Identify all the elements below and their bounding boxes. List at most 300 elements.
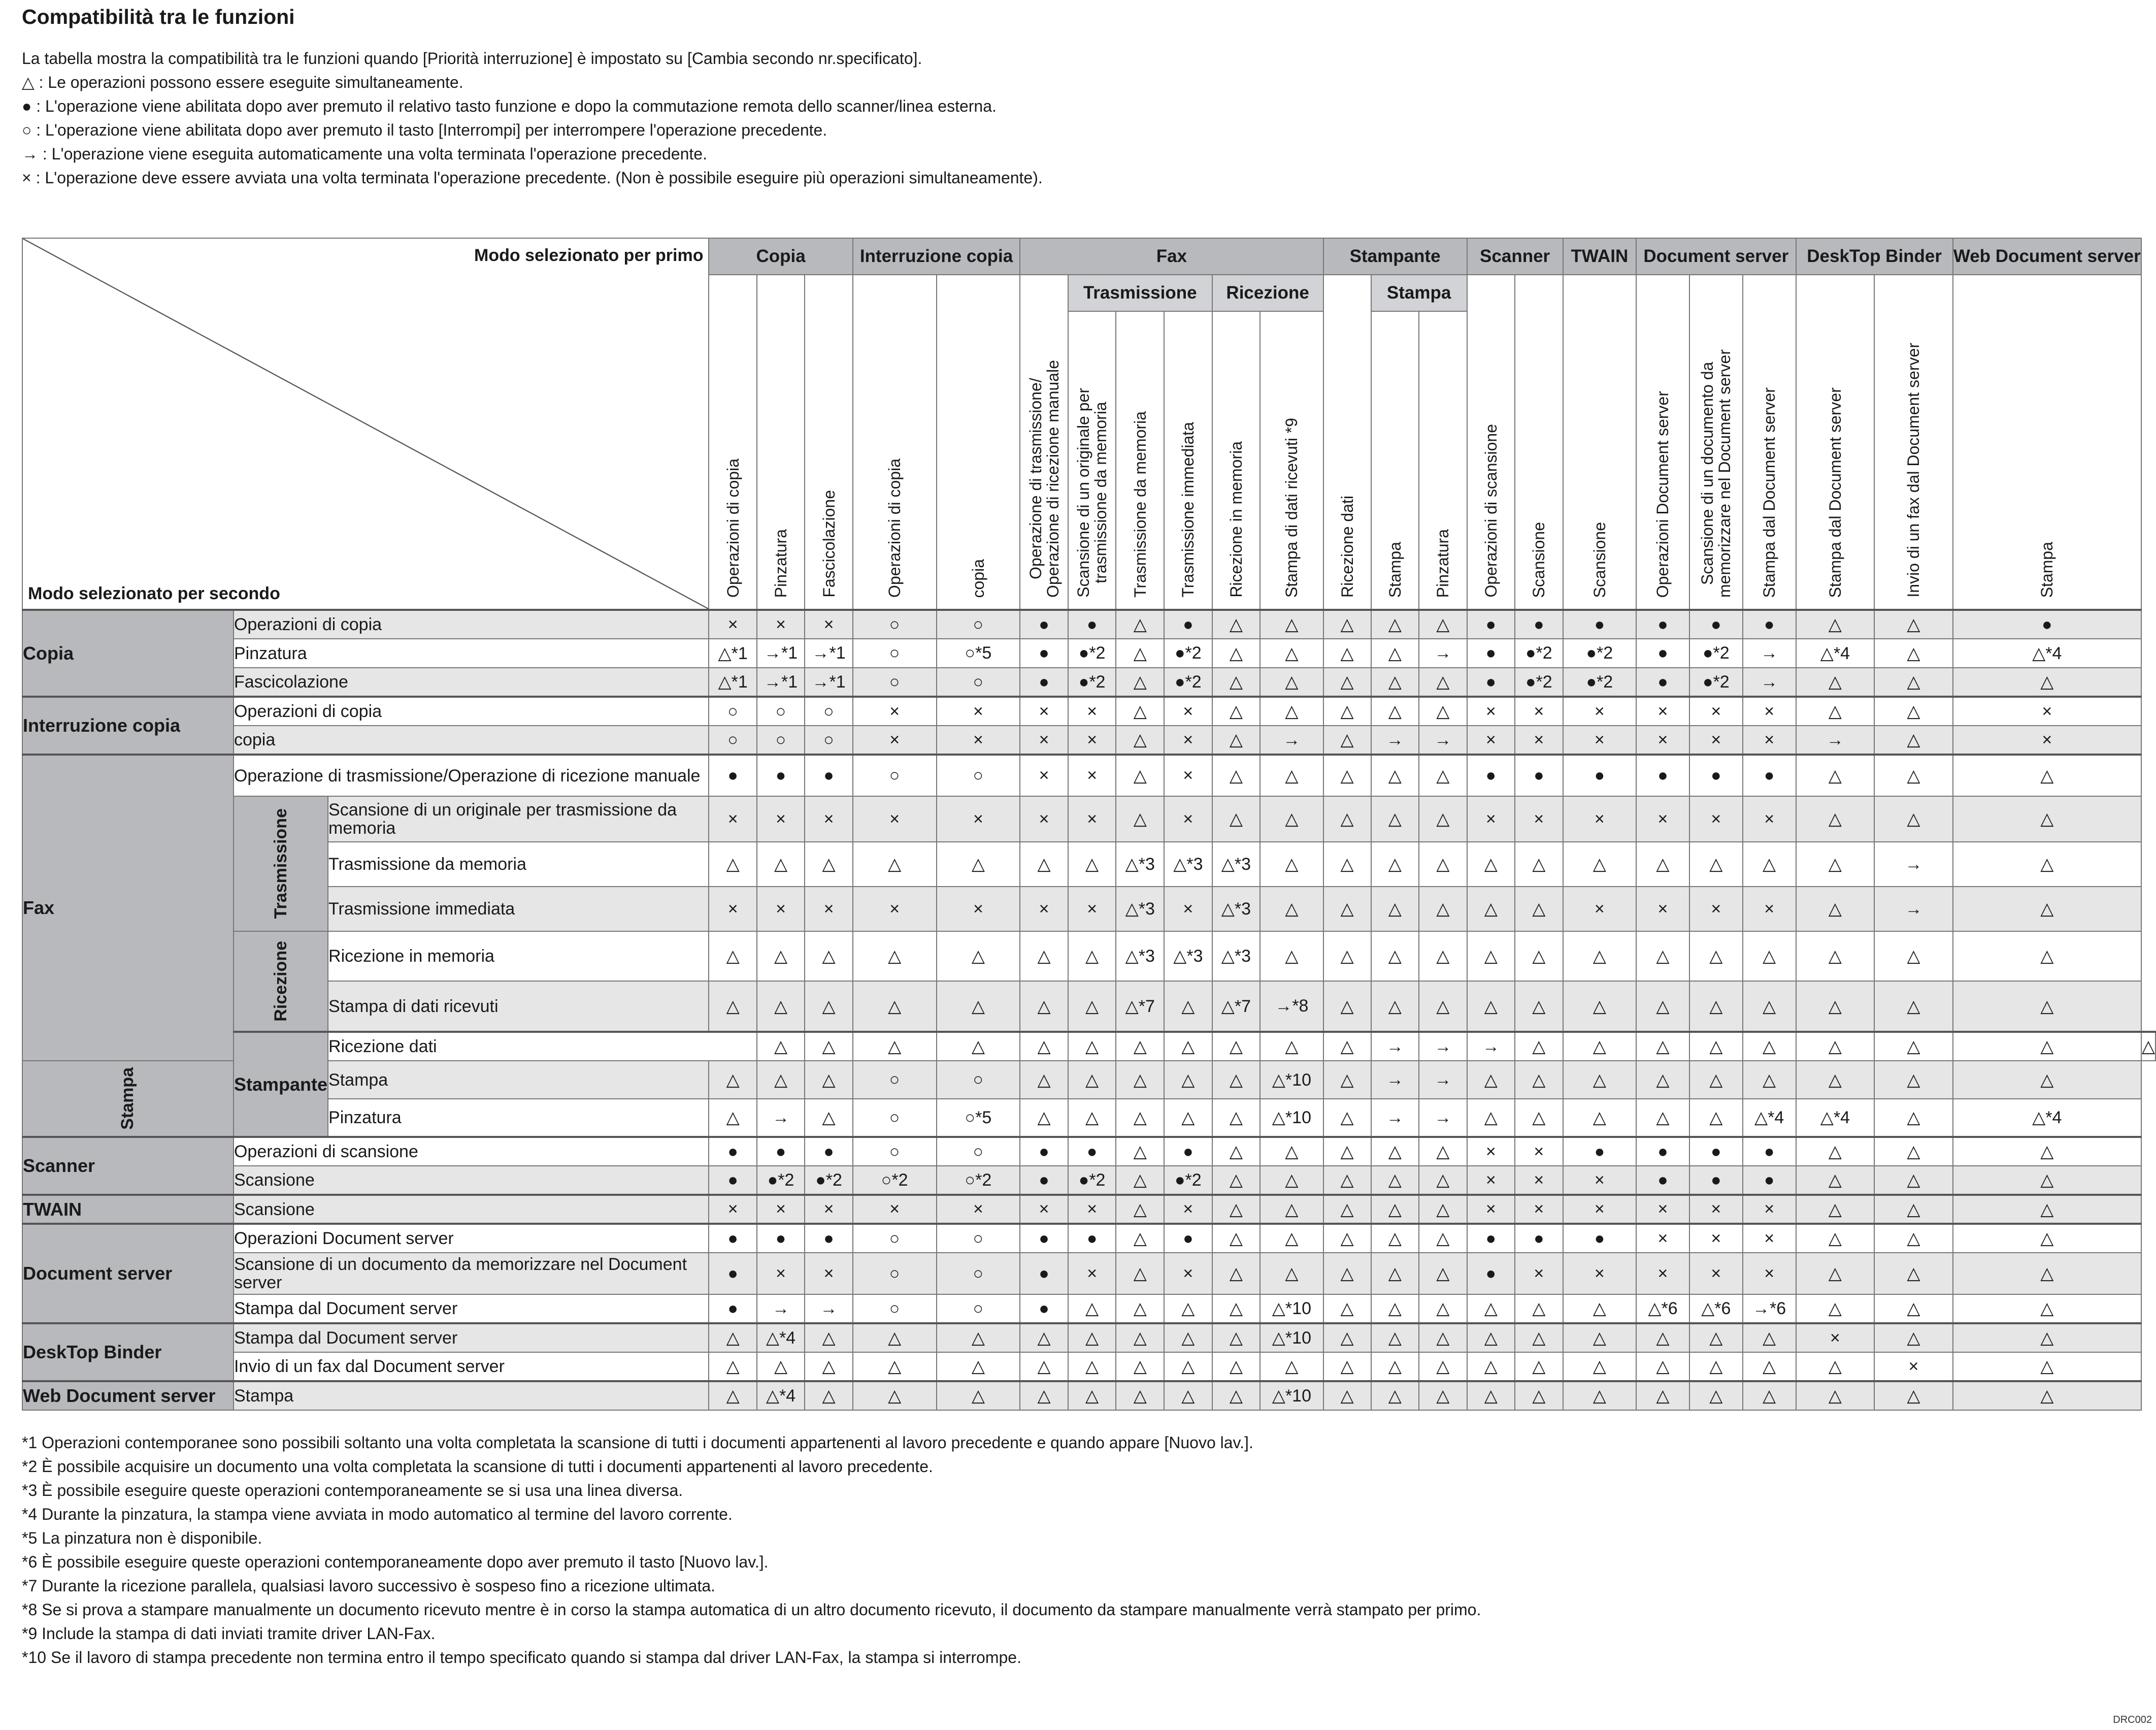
table-row xyxy=(22,796,2155,842)
compat-cell: △ xyxy=(1796,1061,1875,1099)
compat-cell: △ xyxy=(1874,931,1953,981)
compat-cell: △ xyxy=(1323,1352,1371,1381)
compat-cell: △ xyxy=(1515,842,1563,887)
compat-cell: × xyxy=(1020,887,1068,931)
compat-cell: △ xyxy=(1116,1323,1164,1352)
compat-cell: △ xyxy=(709,981,756,1032)
compat-cell: × xyxy=(1689,1195,1743,1224)
compat-cell: △ xyxy=(1323,755,1371,796)
compat-cell: × xyxy=(937,1195,1020,1224)
col-header: Stampa xyxy=(1953,275,2141,610)
compat-cell: × xyxy=(937,726,1020,755)
compat-cell: ●*2 xyxy=(805,1166,852,1195)
compat-cell: ● xyxy=(1467,610,1515,639)
compat-cell: × xyxy=(1636,1195,1689,1224)
compat-cell: △ xyxy=(1020,842,1068,887)
col-header: Operazioni Document server xyxy=(1636,275,1689,610)
compat-cell: △ xyxy=(1371,1166,1419,1195)
compat-cell: △ xyxy=(1515,887,1563,931)
compat-cell: ● xyxy=(757,755,805,796)
compat-cell: △ xyxy=(1371,1195,1419,1224)
compat-cell: △*3 xyxy=(1164,842,1212,887)
col-group-web-document-server: Web Document server xyxy=(1953,238,2141,275)
col-header: Operazione di trasmissione/ Operazione di ricezione manuale xyxy=(1020,275,1068,610)
col-header: Pinzatura xyxy=(757,275,805,610)
compat-cell: △ xyxy=(1323,1224,1371,1253)
compat-cell: △ xyxy=(1068,1294,1116,1323)
col-group-interruzione-copia: Interruzione copia xyxy=(853,238,1020,275)
compat-cell: △ xyxy=(1515,1032,1563,1061)
compat-cell: △ xyxy=(1212,610,1261,639)
compat-cell: △ xyxy=(1212,1224,1261,1253)
compat-cell: △ xyxy=(1260,1253,1323,1294)
compat-cell: △ xyxy=(1020,1032,1068,1061)
compat-cell: △ xyxy=(757,842,805,887)
row-label: Stampa xyxy=(328,1061,709,1099)
col-subgroup-stampa: Stampa xyxy=(1371,275,1467,311)
compat-cell: △ xyxy=(1260,931,1323,981)
compat-cell: × xyxy=(1689,1253,1743,1294)
compat-cell: △ xyxy=(1689,1032,1743,1061)
compat-cell: → xyxy=(1419,726,1467,755)
compat-cell: △ xyxy=(1563,842,1636,887)
compat-cell: △ xyxy=(1419,887,1467,931)
compat-cell: △ xyxy=(1953,842,2141,887)
compat-cell: ○ xyxy=(937,1061,1020,1099)
compat-cell: △ xyxy=(1260,1224,1323,1253)
compat-cell: × xyxy=(1467,697,1515,726)
table-row xyxy=(22,1323,2155,1352)
compat-cell: × xyxy=(1020,796,1068,842)
compat-cell: ● xyxy=(1689,1137,1743,1166)
compat-cell: △ xyxy=(1953,887,2141,931)
compat-cell: × xyxy=(1164,726,1212,755)
compat-cell: × xyxy=(1164,796,1212,842)
compat-cell: △ xyxy=(2141,1032,2155,1061)
row-label: Stampa di dati ricevuti xyxy=(328,981,709,1032)
compat-cell: →*1 xyxy=(757,639,805,668)
col-header: Stampa dal Document server xyxy=(1743,275,1796,610)
compat-cell: △ xyxy=(1323,1099,1371,1137)
compat-cell: △ xyxy=(1371,1294,1419,1323)
row-label: Scansione xyxy=(234,1195,709,1224)
compat-cell: △ xyxy=(1953,1323,2141,1352)
compat-cell: △ xyxy=(1020,981,1068,1032)
compat-cell: △ xyxy=(709,842,756,887)
compat-cell: △ xyxy=(1164,1294,1212,1323)
compat-cell: △ xyxy=(1260,842,1323,887)
compat-cell: ○ xyxy=(853,610,937,639)
footnote: *7 Durante la ricezione parallela, qualsiasi lavoro successivo è sospeso fino a ricezione ultimata. xyxy=(22,1577,716,1595)
row-group-interruzione-copia: Interruzione copia xyxy=(22,697,234,755)
compat-cell: ● xyxy=(1689,755,1743,796)
compat-cell: △ xyxy=(709,1061,756,1099)
compat-cell: △ xyxy=(1563,1061,1636,1099)
row-label: Scansione di un documento da memorizzare nel Document server xyxy=(234,1253,709,1294)
compat-cell: ● xyxy=(1068,610,1116,639)
compat-cell: ○ xyxy=(709,697,756,726)
compat-cell: ● xyxy=(1467,1253,1515,1294)
compat-cell: △*10 xyxy=(1260,1323,1323,1352)
compat-cell: × xyxy=(1467,796,1515,842)
compat-cell: △*1 xyxy=(709,668,756,697)
compat-cell: △*6 xyxy=(1636,1294,1689,1323)
compat-cell: △ xyxy=(1020,1099,1068,1137)
compat-cell: × xyxy=(937,796,1020,842)
compat-cell: →*1 xyxy=(805,668,852,697)
compat-cell: △ xyxy=(1874,981,1953,1032)
diagonal-line xyxy=(23,239,708,609)
compat-cell: × xyxy=(853,887,937,931)
col-header: Fascicolazione xyxy=(805,275,852,610)
compat-cell: ● xyxy=(1953,610,2141,639)
compat-cell: △ xyxy=(805,1323,852,1352)
compat-cell: × xyxy=(1689,796,1743,842)
compat-cell: △ xyxy=(1515,981,1563,1032)
legend xyxy=(22,47,1043,190)
compat-cell: × xyxy=(1796,1323,1875,1352)
compat-cell: △ xyxy=(1743,1381,1796,1410)
footnotes xyxy=(22,1431,1481,1670)
compat-cell: ● xyxy=(1164,1137,1212,1166)
compat-cell: △ xyxy=(1371,697,1419,726)
second-mode-label: Modo selezionato per secondo xyxy=(28,584,280,603)
compat-cell: △ xyxy=(1212,1253,1261,1294)
compat-cell: × xyxy=(1953,697,2141,726)
compat-cell: → xyxy=(805,1294,852,1323)
compat-cell: × xyxy=(1953,726,2141,755)
compat-cell: ○ xyxy=(853,639,937,668)
row-label: Operazione di trasmissione/Operazione di ricezione manuale xyxy=(234,755,709,796)
col-header: Pinzatura xyxy=(1419,311,1467,610)
compat-cell: ● xyxy=(709,1224,756,1253)
table-row xyxy=(22,887,2155,931)
table-row xyxy=(22,1166,2155,1195)
compat-cell: △*3 xyxy=(1164,931,1212,981)
compat-cell: △ xyxy=(1371,931,1419,981)
compat-cell: × xyxy=(1636,697,1689,726)
compat-cell: △ xyxy=(1212,755,1261,796)
compat-cell: △ xyxy=(1796,1137,1875,1166)
footnote: *1 Operazioni contemporanee sono possibili soltanto una volta completata la scansione di tutti i documenti appartenenti al lavoro precedente e quando appare [Nuovo lav.]. xyxy=(22,1433,1253,1452)
page-title: Compatibilità tra le funzioni xyxy=(22,5,295,28)
compat-cell: △ xyxy=(1260,610,1323,639)
compat-cell: → xyxy=(1371,726,1419,755)
compat-cell: × xyxy=(1068,1195,1116,1224)
compat-cell: △ xyxy=(1953,1061,2141,1099)
compat-cell: △ xyxy=(1743,842,1796,887)
compat-cell: ● xyxy=(1636,1166,1689,1195)
compat-cell: △ xyxy=(1874,1195,1953,1224)
compat-cell: △ xyxy=(1116,1294,1164,1323)
compat-cell: ○ xyxy=(853,1253,937,1294)
table-row xyxy=(22,668,2155,697)
table-row xyxy=(22,639,2155,668)
compat-cell: △*4 xyxy=(1796,1099,1875,1137)
compat-cell: △ xyxy=(1796,1253,1875,1294)
compat-cell: △ xyxy=(1796,1352,1875,1381)
compatibility-table xyxy=(22,238,2156,1411)
compat-cell: × xyxy=(1636,887,1689,931)
compat-cell: △ xyxy=(805,1381,852,1410)
col-header: Operazioni di copia xyxy=(853,275,937,610)
compat-cell: △ xyxy=(1323,842,1371,887)
compat-cell: △ xyxy=(1419,697,1467,726)
compat-cell: △ xyxy=(1212,668,1261,697)
col-header: Scansione xyxy=(1563,275,1636,610)
compat-cell: × xyxy=(805,610,852,639)
compat-cell: △ xyxy=(1068,1061,1116,1099)
compat-cell: ● xyxy=(1164,1224,1212,1253)
col-header: Scansione di un originale per trasmissione da memoria xyxy=(1068,311,1116,610)
compat-cell: △ xyxy=(757,1032,805,1061)
compat-cell: × xyxy=(1563,1195,1636,1224)
compat-cell: ● xyxy=(1743,755,1796,796)
row-label: Stampa dal Document server xyxy=(234,1294,709,1323)
compat-cell: △ xyxy=(1689,1323,1743,1352)
compat-cell: × xyxy=(1020,755,1068,796)
compat-cell: △ xyxy=(1068,1099,1116,1137)
compat-cell: △ xyxy=(1515,1323,1563,1352)
compat-cell: △ xyxy=(937,1032,1020,1061)
compat-cell: △ xyxy=(937,1381,1020,1410)
row-subgroup-ricezione: Ricezione xyxy=(234,931,328,1032)
compat-cell: → xyxy=(757,1099,805,1137)
compat-cell: △ xyxy=(1419,796,1467,842)
compat-cell: △ xyxy=(1371,981,1419,1032)
compat-cell: △ xyxy=(1953,1195,2141,1224)
compat-cell: ● xyxy=(1020,1224,1068,1253)
compat-cell: × xyxy=(1743,1195,1796,1224)
compat-cell: △ xyxy=(1743,1032,1796,1061)
compat-cell: × xyxy=(1563,726,1636,755)
compat-cell: × xyxy=(1636,1224,1689,1253)
compat-cell: △ xyxy=(1467,1323,1515,1352)
compat-cell: △ xyxy=(1636,1061,1689,1099)
compat-cell: △ xyxy=(1743,1323,1796,1352)
row-label: Operazioni Document server xyxy=(234,1224,709,1253)
compat-cell: △ xyxy=(1796,931,1875,981)
compat-cell: △ xyxy=(1116,1166,1164,1195)
compat-cell: × xyxy=(1068,755,1116,796)
compat-cell: ● xyxy=(1563,1224,1636,1253)
compat-cell: ○ xyxy=(937,668,1020,697)
compat-cell: △*4 xyxy=(757,1381,805,1410)
compat-cell: × xyxy=(1515,726,1563,755)
compat-cell: ● xyxy=(1743,1137,1796,1166)
compat-cell: △ xyxy=(709,1352,756,1381)
compat-cell: △ xyxy=(1515,1352,1563,1381)
compat-cell: △ xyxy=(1874,1323,1953,1352)
compat-cell: △ xyxy=(1874,639,1953,668)
compat-cell: △ xyxy=(1467,887,1515,931)
col-group-twain: TWAIN xyxy=(1563,238,1636,275)
table-row xyxy=(22,1294,2155,1323)
compat-cell: △ xyxy=(1260,1166,1323,1195)
row-group-web-document-server: Web Document server xyxy=(22,1381,234,1410)
col-subgroup-trasmissione: Trasmissione xyxy=(1068,275,1212,311)
compat-cell: ● xyxy=(1636,668,1689,697)
row-group-twain: TWAIN xyxy=(22,1195,234,1224)
compatibility-table-wrap xyxy=(22,238,2156,1411)
compat-cell: ● xyxy=(805,1137,852,1166)
compat-cell: △ xyxy=(1953,1381,2141,1410)
col-header: Stampa dal Document server xyxy=(1796,275,1875,610)
compat-cell: ● xyxy=(1020,1166,1068,1195)
compat-cell: △ xyxy=(1371,1352,1419,1381)
compat-cell: ●*2 xyxy=(1563,668,1636,697)
compat-cell: △ xyxy=(853,931,937,981)
compat-cell: × xyxy=(1467,1166,1515,1195)
compat-cell: △*3 xyxy=(1212,887,1261,931)
compat-cell: × xyxy=(1689,1224,1743,1253)
compat-cell: × xyxy=(805,887,852,931)
compat-cell: △ xyxy=(1164,981,1212,1032)
row-label: Ricezione in memoria xyxy=(328,931,709,981)
footnote: *2 È possibile acquisire un documento una volta completata la scansione di tutti i documenti appartenenti al lavoro precedente. xyxy=(22,1457,933,1476)
compat-cell: △ xyxy=(1563,1323,1636,1352)
compat-cell: △ xyxy=(937,842,1020,887)
compat-cell: △ xyxy=(1212,1137,1261,1166)
row-label: Operazioni di copia xyxy=(234,697,709,726)
compat-cell: △ xyxy=(1563,1032,1636,1061)
compat-cell: △ xyxy=(1515,1381,1563,1410)
compat-cell: ○ xyxy=(937,1253,1020,1294)
compat-cell: △ xyxy=(1260,1137,1323,1166)
compat-cell: △ xyxy=(937,1323,1020,1352)
compat-cell: △ xyxy=(1020,1323,1068,1352)
compat-cell: △ xyxy=(1796,668,1875,697)
compat-cell: △*10 xyxy=(1260,1061,1323,1099)
compat-cell: △ xyxy=(1323,639,1371,668)
compat-cell: ○ xyxy=(853,1099,937,1137)
table-row xyxy=(22,726,2155,755)
compat-cell: △ xyxy=(1323,1166,1371,1195)
compat-cell: × xyxy=(805,1195,852,1224)
compat-cell: ○ xyxy=(937,755,1020,796)
compat-cell: × xyxy=(1515,697,1563,726)
compat-cell: × xyxy=(1689,697,1743,726)
compat-cell: ● xyxy=(1020,1253,1068,1294)
compat-cell: △ xyxy=(1068,1032,1116,1061)
compat-cell: × xyxy=(1743,697,1796,726)
table-row xyxy=(22,931,2155,981)
compat-cell: × xyxy=(805,1253,852,1294)
row-group-fax: Fax xyxy=(22,755,234,1061)
compat-cell: △ xyxy=(1563,981,1636,1032)
compat-cell: × xyxy=(1020,1195,1068,1224)
compat-cell: × xyxy=(1020,697,1068,726)
legend-cross: × : L'operazione deve essere avviata una volta terminata l'operazione precedente. (Non è possibile eseguire più operazioni simultaneamente). xyxy=(22,169,1043,187)
compat-cell: △ xyxy=(1068,1323,1116,1352)
compat-cell: △ xyxy=(1636,1381,1689,1410)
compat-cell: △ xyxy=(1116,1253,1164,1294)
row-label: Operazioni di scansione xyxy=(234,1137,709,1166)
compat-cell: ○ xyxy=(937,610,1020,639)
compat-cell: △ xyxy=(1323,1137,1371,1166)
compat-cell: ● xyxy=(1563,610,1636,639)
compat-cell: △ xyxy=(937,1352,1020,1381)
compat-cell: △*10 xyxy=(1260,1294,1323,1323)
compat-cell: × xyxy=(1467,1137,1515,1166)
footnote: *8 Se si prova a stampare manualmente un documento ricevuto mentre è in corso la stampa automatica di un altro documento ricevuto, il documento da stampare manualmente verrà stampato per primo. xyxy=(22,1601,1481,1619)
compat-cell: △ xyxy=(1371,1224,1419,1253)
compat-cell: △ xyxy=(1260,639,1323,668)
compat-cell: △ xyxy=(1874,796,1953,842)
compat-cell: △*3 xyxy=(1116,931,1164,981)
table-row xyxy=(22,1032,2155,1061)
compat-cell: × xyxy=(1164,887,1212,931)
compat-cell: △ xyxy=(1563,931,1636,981)
compat-cell: × xyxy=(1164,1253,1212,1294)
compat-cell: ● xyxy=(1636,1137,1689,1166)
compat-cell: △ xyxy=(1068,931,1116,981)
compat-cell: △ xyxy=(853,842,937,887)
compat-cell: △ xyxy=(1212,697,1261,726)
compat-cell: ● xyxy=(1020,1137,1068,1166)
table-row xyxy=(22,610,2155,639)
compat-cell: △ xyxy=(1323,610,1371,639)
compat-cell: △ xyxy=(1953,1224,2141,1253)
row-label: Operazioni di copia xyxy=(234,610,709,639)
compat-cell: × xyxy=(1467,1195,1515,1224)
compat-cell: △ xyxy=(1116,610,1164,639)
compat-cell: ●*2 xyxy=(1515,639,1563,668)
compat-cell: △ xyxy=(1796,1195,1875,1224)
compat-cell: △ xyxy=(1323,1032,1371,1061)
col-header: copia xyxy=(937,275,1020,610)
compat-cell: △ xyxy=(1689,842,1743,887)
compat-cell: △ xyxy=(1164,1061,1212,1099)
row-label: Trasmissione da memoria xyxy=(328,842,709,887)
intro-text: La tabella mostra la compatibilità tra le funzioni quando [Priorità interruzione] è impostato su [Cambia secondo nr.specificato]. xyxy=(22,49,922,68)
compat-cell: △ xyxy=(1323,1195,1371,1224)
compat-cell: △ xyxy=(1068,1352,1116,1381)
compat-cell: △ xyxy=(1636,1032,1689,1061)
compat-cell: △*3 xyxy=(1212,931,1261,981)
compat-cell: △ xyxy=(1743,1352,1796,1381)
compat-cell: △ xyxy=(1467,1352,1515,1381)
compat-cell: △ xyxy=(1116,1195,1164,1224)
col-header: Invio di un fax dal Document server xyxy=(1874,275,1953,610)
compat-cell: △*4 xyxy=(757,1323,805,1352)
compat-cell: △ xyxy=(1260,755,1323,796)
compat-cell: △ xyxy=(1212,1352,1261,1381)
compat-cell: △ xyxy=(1796,981,1875,1032)
row-label: Scansione xyxy=(234,1166,709,1195)
compat-cell: △ xyxy=(1212,1381,1261,1410)
compat-cell: △ xyxy=(1212,639,1261,668)
compat-cell: △ xyxy=(1212,1099,1261,1137)
compat-cell: ● xyxy=(1515,755,1563,796)
compat-cell: △ xyxy=(1796,610,1875,639)
compat-cell: ○ xyxy=(853,1137,937,1166)
compat-cell: △ xyxy=(1796,1166,1875,1195)
compat-cell: △ xyxy=(1323,931,1371,981)
compat-cell: △ xyxy=(1874,1224,1953,1253)
compat-cell: △ xyxy=(1371,887,1419,931)
compat-cell: △ xyxy=(1116,796,1164,842)
compat-cell: △ xyxy=(757,981,805,1032)
compat-cell: △ xyxy=(805,1061,852,1099)
compat-cell: △ xyxy=(1419,842,1467,887)
compat-cell: ● xyxy=(1636,610,1689,639)
figure-code: DRC002 xyxy=(2113,1714,2152,1725)
row-label: Ricezione dati xyxy=(328,1032,757,1061)
compat-cell: △ xyxy=(805,842,852,887)
compat-cell: ● xyxy=(1068,1137,1116,1166)
compat-cell: △ xyxy=(1260,1032,1323,1061)
